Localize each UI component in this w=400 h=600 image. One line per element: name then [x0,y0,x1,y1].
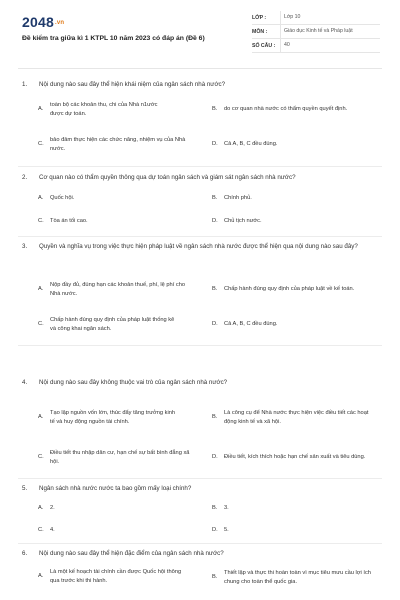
option-text: Điều tiết, kích thích hoặc hạn chế sản xuất và tiêu dùng. [224,454,366,461]
option-letter: D. [212,141,218,148]
option-4d[interactable] [212,447,380,469]
option-text: Chính phủ. [224,195,252,202]
question-number: 1. [22,81,28,88]
meta-key: LỚP : [252,14,267,21]
question-divider [18,478,382,479]
option-letter: B. [212,505,218,512]
page-title: Đề kiểm tra giữa kì 1 KTPL 10 năm 2023 có đáp án (Đề 6) [22,35,205,42]
question-number: 2. [22,174,28,181]
question-text: Nội dung nào sau đây thể hiện đặc điểm của ngân sách nhà nước? [39,550,224,557]
meta-key: SỐ CÂU : [252,42,276,49]
meta-value: Giáo dục Kinh tế và Pháp luật [280,25,380,38]
question-5 [22,484,378,495]
option-6b[interactable] [212,563,380,593]
site-logo[interactable] [22,14,64,30]
question-text: Ngân sách nhà nước nước ta bao gồm mấy loại chính? [39,485,192,492]
option-letter: C. [38,141,44,148]
option-letter: C. [38,321,44,328]
option-5c[interactable] [38,525,198,537]
header-divider [18,68,382,69]
option-1d[interactable] [212,134,380,156]
option-letter: B. [212,414,218,421]
option-2c[interactable] [38,216,198,228]
question-number: 5. [22,485,28,492]
option-letter: D. [212,454,218,461]
option-letter: C. [38,218,44,225]
exam-meta-table [252,11,380,53]
question-text: Nội dung nào sau đây thể hiện khái niệm của ngân sách nhà nước? [39,81,226,88]
option-letter: C. [38,454,44,461]
option-text: Là một kế hoạch tài chính cần được Quốc hội thông qua trước khi thi hành. [50,568,182,584]
logo-number: 2048 [22,14,54,30]
question-text: Nội dung nào sau đây không thuộc vai trò của ngân sách nhà nước? [39,379,228,386]
question-number: 6. [22,550,28,557]
meta-row-class [252,11,380,25]
option-2b[interactable] [212,193,380,205]
option-1c[interactable] [38,134,198,156]
option-3a[interactable] [38,279,198,301]
option-1b[interactable] [212,99,380,121]
option-3c[interactable] [38,314,198,336]
option-letter: B. [212,574,218,581]
option-letter: C. [38,527,44,534]
option-text: toàn bộ các khoản thu, chi của Nhà n1ước được dự toán. [50,101,158,117]
question-3 [22,242,378,253]
option-text: Nộp đầy đủ, đúng hạn các khoản thuế, phí, lệ phí cho Nhà nước. [50,281,186,297]
option-text: Quốc hội. [50,195,75,202]
option-text: 2. [50,505,55,512]
document-header [0,0,400,62]
option-text: Chủ tịch nước. [224,218,262,225]
question-text: Cơ quan nào có thẩm quyền thông qua dự toán ngân sách và giám sát ngân sách nhà nước? [39,174,296,181]
question-1 [22,80,378,91]
option-text: Cả A, B, C đều đúng. [224,141,278,148]
option-text: bảo đảm thực hiện các chức năng, nhiệm vụ của Nhà nước. [50,136,186,152]
option-3d[interactable] [212,314,380,336]
question-divider [18,345,382,346]
option-text: Tạo lập nguồn vốn lớn, thúc đẩy tăng trưởng kinh tế và huy động nguồn tài chính. [50,409,176,425]
question-divider [18,166,382,167]
option-letter: B. [212,195,218,202]
option-2a[interactable] [38,193,198,205]
question-text: Quyền và nghĩa vụ trong việc thực hiện pháp luật về ngân sách nhà nước được thể hiện qua nội dung nào sau đây? [39,243,358,250]
option-letter: B. [212,106,218,113]
option-5b[interactable] [212,503,380,515]
option-text: Chấp hành đúng quy định của pháp luật về kế toán. [224,286,355,293]
option-text: Tòa án tối cao. [50,218,88,225]
option-3b[interactable] [212,279,380,301]
option-text: Điều tiết thu nhập dân cư, hạn chế sự bất bình đẳng xã hội. [50,449,190,465]
question-number: 3. [22,243,28,250]
option-letter: A. [38,505,44,512]
option-letter: A. [38,573,44,580]
meta-row-count [252,39,380,53]
question-divider [18,543,382,544]
question-4 [22,378,378,389]
option-letter: D. [212,321,218,328]
option-4b[interactable] [212,402,380,434]
option-text: Chấp hành đúng quy định của pháp luật thống kê và công khai ngân sách. [50,316,175,332]
option-5a[interactable] [38,503,198,515]
option-2d[interactable] [212,216,380,228]
option-text: Là công cụ để Nhà nước thực hiện việc điều tiết các hoạt động kinh tế và xã hội. [224,409,369,425]
option-text: 4. [50,527,55,534]
option-6a[interactable] [38,566,198,588]
option-letter: D. [212,527,218,534]
question-number: 4. [22,379,28,386]
meta-value: 40 [280,39,380,52]
option-letter: A. [38,195,44,202]
option-text: 3. [224,505,229,512]
option-letter: B. [212,286,218,293]
option-text: Thiết lập và thực thi hoàn toàn vì mục tiêu mưu cầu lợi ích chung cho toàn thể quốc gia. [224,569,371,585]
meta-key: MÔN : [252,28,268,35]
logo-suffix: .vn [54,20,65,27]
question-6 [22,549,378,560]
option-letter: A. [38,414,44,421]
meta-row-subject [252,25,380,39]
option-letter: D. [212,218,218,225]
option-letter: A. [38,286,44,293]
option-4c[interactable] [38,447,198,469]
option-letter: A. [38,106,44,113]
meta-value: Lớp 10 [280,11,380,24]
option-text: do cơ quan nhà nước có thẩm quyền quyết định. [224,106,348,113]
option-text: Cả A, B, C đều đúng. [224,321,278,328]
option-5d[interactable] [212,525,380,537]
option-text: 5. [224,527,229,534]
option-4a[interactable] [38,402,198,434]
question-2 [22,173,378,184]
question-divider [18,236,382,237]
option-1a[interactable] [38,99,198,121]
